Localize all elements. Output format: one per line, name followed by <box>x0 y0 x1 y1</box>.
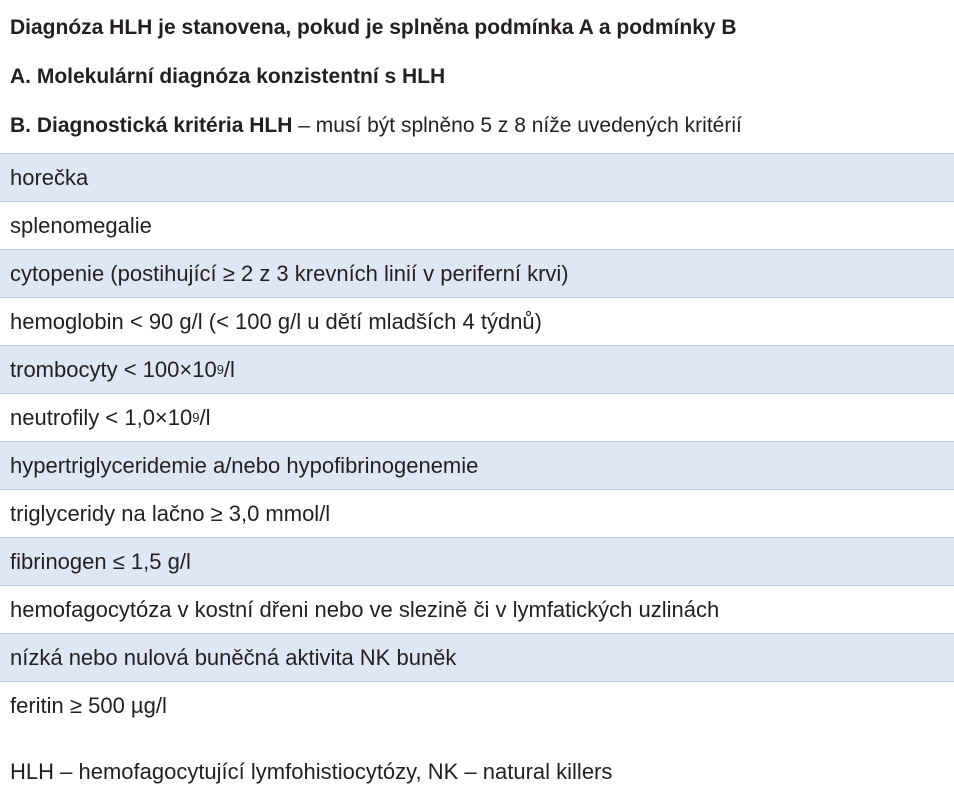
criterion-row: horečka <box>0 153 954 201</box>
criterion-exponent: 9 <box>192 410 200 425</box>
criterion-exponent: 9 <box>216 362 224 377</box>
criterion-unit: /l <box>223 357 235 382</box>
criterion-row <box>0 393 954 441</box>
criterion-text: trombocyty < 100×10 <box>10 357 217 382</box>
criterion-row: hypertriglyceridemie a/nebo hypofibrinogenemie <box>0 441 954 489</box>
criterion-row: fibrinogen ≤ 1,5 g/l <box>0 537 954 585</box>
heading-condition: Diagnóza HLH je stanovena, pokud je splněna podmínka A a podmínky B <box>10 16 737 39</box>
criterion-unit: /l <box>199 405 211 430</box>
criterion-row: splenomegalie <box>0 201 954 249</box>
heading-b <box>0 102 954 150</box>
criterion-row <box>0 345 954 393</box>
criterion-row: nízká nebo nulová buněčná aktivita NK buněk <box>0 633 954 681</box>
heading-b-title: B. Diagnostická kritéria HLH <box>10 114 293 137</box>
heading-a: A. Molekulární diagnóza konzistentní s HLH <box>10 65 446 88</box>
heading-b-note: – musí být splněno 5 z 8 níže uvedených kritérií <box>292 114 742 137</box>
criterion-row: hemoglobin < 90 g/l (< 100 g/l u dětí mladších 4 týdnů) <box>0 297 954 345</box>
criterion-row: cytopenie (postihující ≥ 2 z 3 krevních linií v periferní krvi) <box>0 249 954 297</box>
criterion-row: hemofagocytóza v kostní dřeni nebo ve slezině či v lymfatických uzlinách <box>0 585 954 633</box>
table-footnote: HLH – hemofagocytující lymfohistiocytózy, NK – natural killers <box>10 759 613 784</box>
criterion-row: feritin ≥ 500 µg/l <box>0 681 954 729</box>
criterion-row: triglyceridy na lačno ≥ 3,0 mmol/l <box>0 489 954 537</box>
criterion-text: neutrofily < 1,0×10 <box>10 405 193 430</box>
